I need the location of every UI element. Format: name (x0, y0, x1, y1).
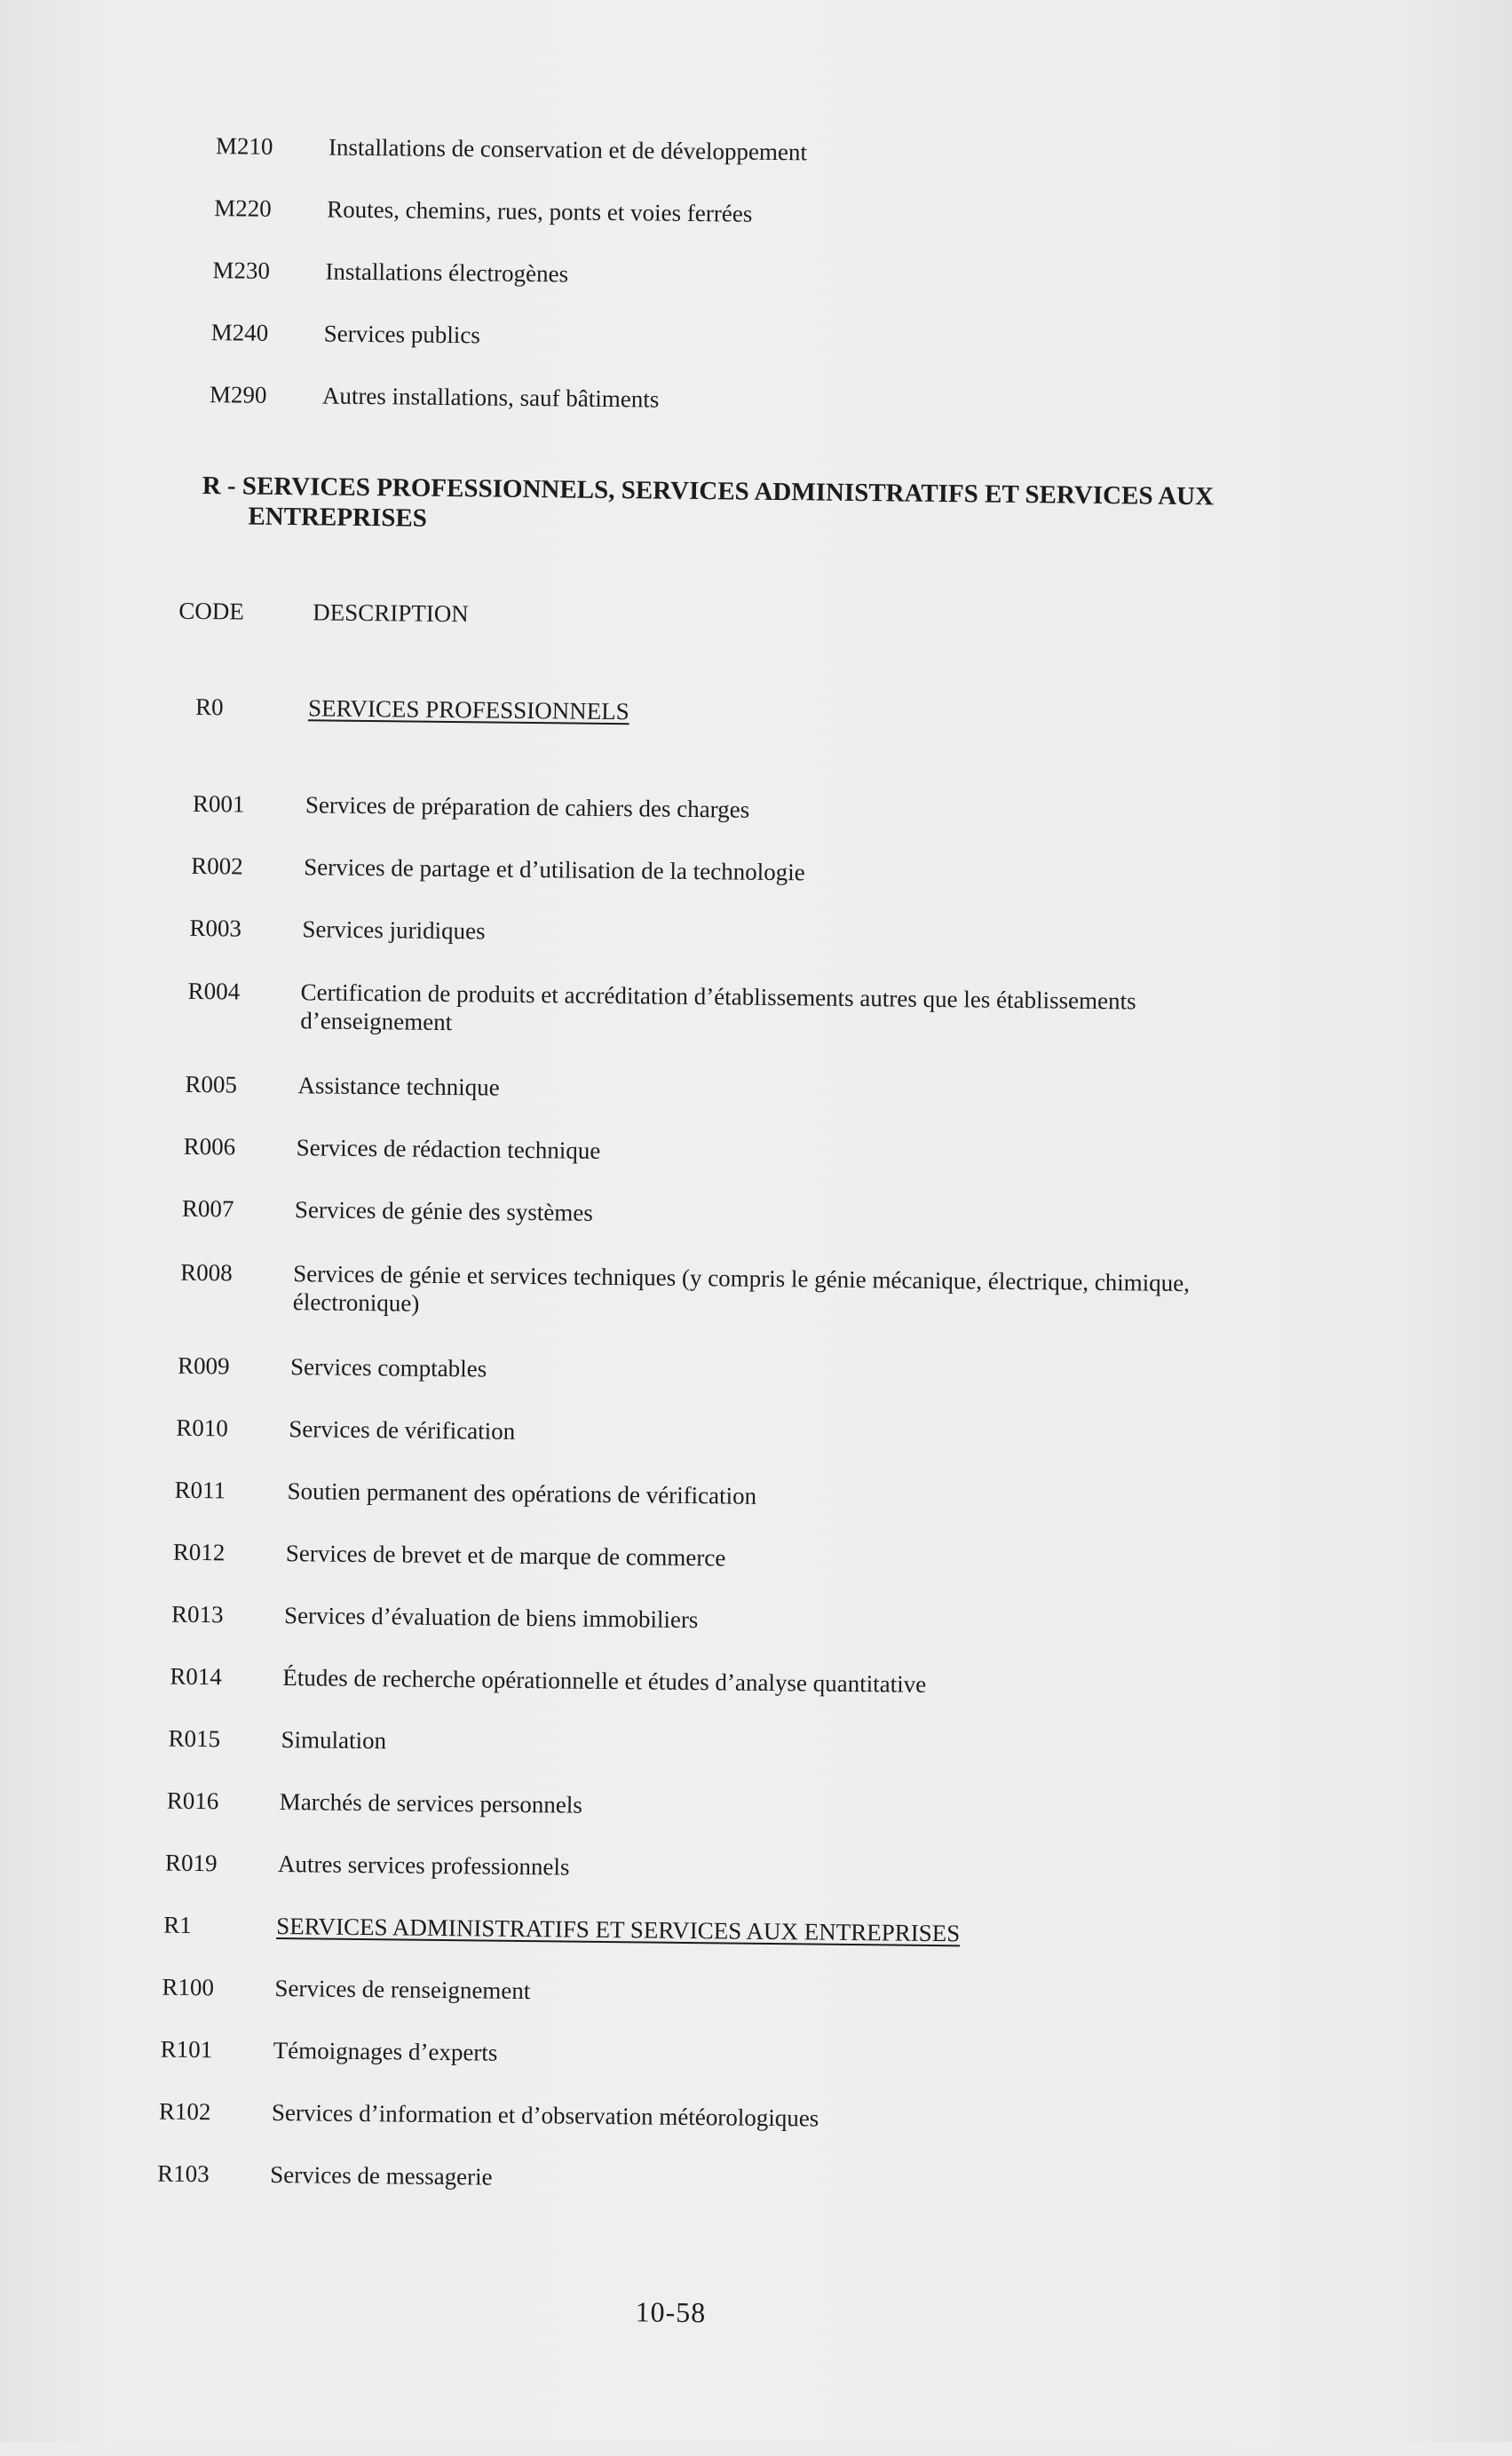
entry-code: R015 (168, 1724, 221, 1753)
list-item (0, 849, 1504, 886)
section-title-line2: ENTREPRISES (248, 502, 428, 533)
entry-description: Assistance technique (297, 1072, 500, 1101)
entry-code: R006 (183, 1132, 236, 1161)
list-item (0, 2095, 1491, 2132)
entry-description: Soutien permanent des opérations de vérification (287, 1478, 757, 1509)
entry-code: M210 (215, 132, 273, 160)
entry-code: M220 (214, 194, 272, 222)
section-title (202, 471, 1268, 543)
list-item (0, 911, 1504, 945)
entry-description: Services de génie et services techniques (y compris le génie mécanique, électrique, chimique, électronique) (292, 1260, 1191, 1317)
entry-description: Services de partage et d’utilisation de la technologie (304, 853, 805, 886)
entry-code: M230 (212, 257, 271, 284)
list-item (0, 254, 1511, 288)
entry-description: Études de recherche opérationnelle et études d’analyse quantitative (282, 1664, 927, 1698)
list-item (0, 1256, 1500, 1317)
group-title: SERVICES PROFESSIONNELS (307, 694, 629, 725)
list-item (0, 787, 1505, 823)
entry-code: R102 (158, 2097, 211, 2126)
entry-description: Marchés de services personnels (279, 1788, 583, 1818)
section-title-line1: R - SERVICES PROFESSIONNELS, SERVICES ADMINISTRATIFS ET SERVICES AUX (202, 471, 1215, 511)
entry-description: Services d’information et d’observation météorologiques (271, 2098, 819, 2132)
entry-description: Routes, chemins, rues, ponts et voies ferrées (327, 195, 753, 227)
description-column-header: DESCRIPTION (313, 598, 469, 628)
list-item (0, 192, 1511, 227)
entry-code: R103 (157, 2159, 210, 2188)
entry-code: R019 (164, 1849, 218, 1877)
list-item (0, 1970, 1492, 2005)
entry-code: M290 (209, 381, 267, 408)
entry-description: Services de renseignement (274, 1974, 531, 2005)
list-item (0, 1411, 1498, 1445)
entry-description: Services de préparation de cahiers des charges (305, 791, 750, 823)
entry-code: R013 (170, 1600, 224, 1628)
list-item (0, 974, 1503, 1036)
entry-code: R007 (181, 1194, 234, 1223)
entry-description: Services de brevet et de marque de commerce (285, 1540, 726, 1572)
entry-code: R016 (166, 1787, 219, 1815)
entry-code: R100 (162, 1973, 215, 2001)
entry-code: R101 (160, 2035, 213, 2064)
code-column-header: CODE (178, 597, 244, 625)
entry-code: R005 (185, 1070, 238, 1098)
entry-code: R004 (187, 977, 241, 1005)
entry-description: Témoignages d’experts (273, 2036, 498, 2066)
entry-description: Services comptables (289, 1353, 487, 1382)
list-item (0, 2032, 1492, 2066)
group-heading-r1 (0, 1908, 1492, 1947)
entry-description: Autres services professionnels (277, 1850, 570, 1881)
group-code: R1 (163, 1911, 192, 1938)
list-item (0, 130, 1512, 166)
list-item (0, 1192, 1500, 1226)
entry-description: Installations électrogènes (325, 257, 569, 288)
entry-code: R001 (192, 789, 245, 818)
entry-code: R009 (177, 1351, 230, 1380)
entry-description: Services publics (323, 320, 481, 349)
entry-description: Simulation (281, 1726, 387, 1755)
list-item (0, 1349, 1499, 1382)
entry-code: R011 (174, 1476, 226, 1504)
list-item (0, 1722, 1495, 1755)
list-item (0, 1784, 1494, 1818)
list-item (0, 2157, 1490, 2191)
entry-code: R002 (191, 852, 243, 880)
list-item (0, 315, 1510, 349)
entry-code: R010 (176, 1414, 229, 1442)
entry-description: Autres installations, sauf bâtiments (321, 382, 660, 413)
list-item (0, 1535, 1497, 1572)
group-heading-r0 (0, 690, 1506, 725)
entry-description: Services d’évaluation de biens immobiliers (283, 1602, 699, 1634)
entry-description: Services de messagerie (270, 2160, 493, 2191)
entry-description: Certification de produits et accréditation d’établissements autres que les établissements d’enseignement (300, 978, 1136, 1036)
entry-description: Services de vérification (289, 1415, 516, 1445)
entry-code: M240 (210, 319, 269, 346)
list-item (0, 1660, 1495, 1698)
list-item (0, 1129, 1501, 1164)
column-headers (0, 594, 1507, 628)
list-item (0, 1846, 1493, 1881)
entry-code: R008 (180, 1258, 233, 1287)
entry-description: Installations de conservation et de développement (328, 133, 808, 166)
group-title: SERVICES ADMINISTRATIFS ET SERVICES AUX ENTREPRISES (276, 1912, 961, 1947)
entry-description: Services de rédaction technique (296, 1134, 601, 1164)
entry-description: Services de génie des systèmes (294, 1196, 594, 1226)
entry-code: R014 (170, 1662, 222, 1691)
entry-description: Services juridiques (302, 915, 486, 945)
list-item (0, 1597, 1496, 1634)
entry-code: R003 (189, 914, 242, 942)
entry-code: R012 (172, 1538, 226, 1566)
list-item (0, 377, 1509, 413)
list-item (0, 1473, 1498, 1509)
page-number: 10-58 (635, 2295, 707, 2329)
list-item (0, 1067, 1502, 1101)
group-code: R0 (194, 693, 224, 721)
